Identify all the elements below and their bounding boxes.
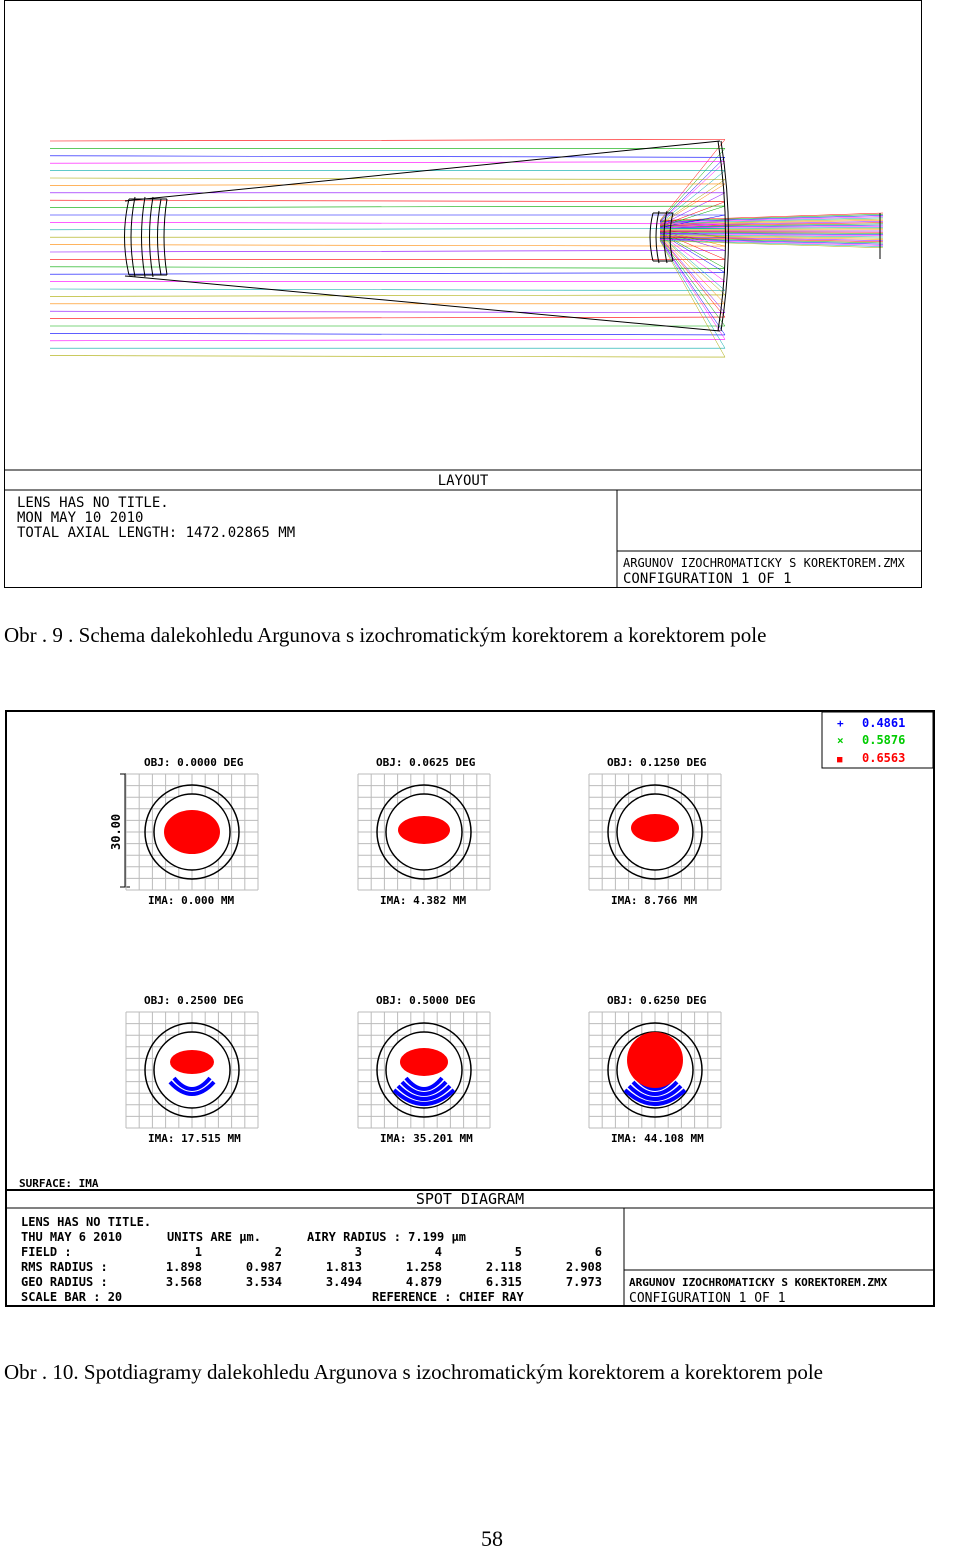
object-field-label: OBJ: 0.0000 DEG <box>144 756 244 769</box>
ray-line <box>50 178 725 180</box>
spot-lens-title: LENS HAS NO TITLE. <box>21 1215 152 1229</box>
field-value: 5 <box>514 1245 522 1259</box>
scale-bar-label: 30.00 <box>109 813 123 850</box>
object-field-label: OBJ: 0.1250 DEG <box>607 756 707 769</box>
spot-panel <box>126 994 258 1145</box>
ray-bundle <box>50 140 883 358</box>
red-spot <box>400 1048 448 1076</box>
red-spot <box>627 1032 683 1088</box>
ray-line <box>660 171 725 224</box>
spot-panel <box>358 994 490 1145</box>
object-field-label: OBJ: 0.6250 DEG <box>607 994 707 1007</box>
spot-date: THU MAY 6 2010 <box>21 1230 123 1244</box>
rms-value: 2.908 <box>565 1260 602 1274</box>
scale-bar-info: SCALE BAR : 20 <box>21 1290 123 1304</box>
layout-file-name: ARGUNOV IZOCHROMATICKY S KOREKTOREM.ZMX <box>623 556 905 570</box>
ray-line <box>50 273 725 275</box>
ray-line <box>660 148 725 221</box>
ray-line <box>660 140 725 221</box>
ray-line <box>660 235 725 295</box>
spot-panel <box>358 756 490 907</box>
image-height-label: IMA: 0.000 MM <box>148 894 235 907</box>
figure-9-caption: Obr . 9 . Schema dalekohledu Argunova s izochromatickým korektorem a korektorem pole <box>4 623 767 647</box>
ray-line <box>50 289 725 291</box>
image-height-label: IMA: 35.201 MM <box>380 1132 473 1145</box>
surface-label: SURFACE: IMA <box>19 1177 99 1190</box>
spot-info-block <box>21 1215 602 1304</box>
image-height-label: IMA: 44.108 MM <box>611 1132 704 1145</box>
ray-line <box>50 295 725 297</box>
ray-line <box>50 356 725 358</box>
layout-figure <box>4 0 922 588</box>
ray-line <box>50 311 725 313</box>
ray-line <box>50 184 725 186</box>
image-height-label: IMA: 8.766 MM <box>611 894 698 907</box>
ray-line <box>50 317 725 319</box>
geo-value: 3.494 <box>325 1275 362 1289</box>
spot-panel <box>589 756 721 907</box>
object-field-label: OBJ: 0.5000 DEG <box>376 994 476 1007</box>
field-value: 1 <box>194 1245 202 1259</box>
spot-diagram-figure <box>5 710 935 1307</box>
legend-value-1: 0.4861 <box>862 716 906 730</box>
rms-value: 1.813 <box>325 1260 362 1274</box>
spot-file-name: ARGUNOV IZOCHROMATICKY S KOREKTOREM.ZMX <box>629 1276 888 1289</box>
spot-panel <box>589 994 721 1145</box>
object-field-label: OBJ: 0.0625 DEG <box>376 756 476 769</box>
field-value: 6 <box>594 1245 602 1259</box>
ray-line <box>50 156 725 158</box>
legend-symbol-1: + <box>837 717 844 730</box>
legend-symbol-2: × <box>837 734 844 747</box>
rms-value: 2.118 <box>485 1260 522 1274</box>
ray-line <box>50 251 725 253</box>
red-spot <box>631 814 679 842</box>
ray-line <box>50 222 725 224</box>
red-spot <box>164 810 220 854</box>
rms-row-label: RMS RADIUS : <box>21 1260 108 1274</box>
rms-value: 0.987 <box>245 1260 282 1274</box>
image-height-label: IMA: 4.382 MM <box>380 894 467 907</box>
reference-info: REFERENCE : CHIEF RAY <box>372 1290 524 1304</box>
layout-info-line-1: LENS HAS NO TITLE. <box>17 495 169 511</box>
field-value: 4 <box>434 1245 442 1259</box>
layout-drawing <box>5 1 921 587</box>
field-value: 3 <box>354 1245 362 1259</box>
layout-info-line-3: TOTAL AXIAL LENGTH: 1472.02865 MM <box>17 525 296 541</box>
field-row-label: FIELD : <box>21 1245 72 1259</box>
spot-configuration: CONFIGURATION 1 OF 1 <box>629 1291 786 1305</box>
geo-value: 7.973 <box>565 1275 602 1289</box>
spot-diagram-drawing <box>7 712 933 1305</box>
wavelength-legend <box>822 712 933 768</box>
layout-title: LAYOUT <box>437 473 489 489</box>
ray-line <box>660 232 883 233</box>
legend-symbol-3: ■ <box>837 755 843 765</box>
legend-value-3: 0.6563 <box>862 751 906 765</box>
tube-outline <box>125 141 729 331</box>
spot-airy-radius: AIRY RADIUS : 7.199 µm <box>307 1230 466 1244</box>
ray-line <box>660 237 725 317</box>
ray-line <box>50 228 725 230</box>
rms-value: 1.898 <box>165 1260 202 1274</box>
object-field-label: OBJ: 0.2500 DEG <box>144 994 244 1007</box>
legend-value-2: 0.5876 <box>862 733 906 747</box>
red-spot <box>170 1050 214 1074</box>
geo-value: 6.315 <box>485 1275 522 1289</box>
spot-panel <box>126 756 258 907</box>
geo-value: 3.568 <box>165 1275 202 1289</box>
geo-value: 3.534 <box>245 1275 282 1289</box>
spot-units: UNITS ARE µm. <box>167 1230 261 1244</box>
ray-line <box>50 339 725 341</box>
ray-line <box>660 157 725 222</box>
geo-value: 4.879 <box>405 1275 442 1289</box>
red-spot <box>398 816 450 844</box>
ray-line <box>660 230 883 231</box>
image-height-label: IMA: 17.515 MM <box>148 1132 241 1145</box>
field-value: 2 <box>274 1245 282 1259</box>
rms-value: 1.258 <box>405 1260 442 1274</box>
spot-panels <box>126 756 721 1145</box>
spot-diagram-title: SPOT DIAGRAM <box>415 1190 525 1208</box>
ray-line <box>660 240 725 348</box>
layout-configuration: CONFIGURATION 1 OF 1 <box>623 571 792 587</box>
geo-row-label: GEO RADIUS : <box>21 1275 108 1289</box>
page-number: 58 <box>481 1526 503 1551</box>
figure-10-caption: Obr . 10. Spotdiagramy dalekohledu Argunova s izochromatickým korektorem a korektorem pole <box>4 1360 823 1384</box>
ray-line <box>50 245 725 247</box>
ray-line <box>50 162 725 164</box>
ray-line <box>660 239 725 339</box>
ray-line <box>50 333 725 335</box>
layout-info-line-2: MON MAY 10 2010 <box>17 510 144 526</box>
ray-line <box>50 200 725 202</box>
ray-line <box>50 140 725 142</box>
